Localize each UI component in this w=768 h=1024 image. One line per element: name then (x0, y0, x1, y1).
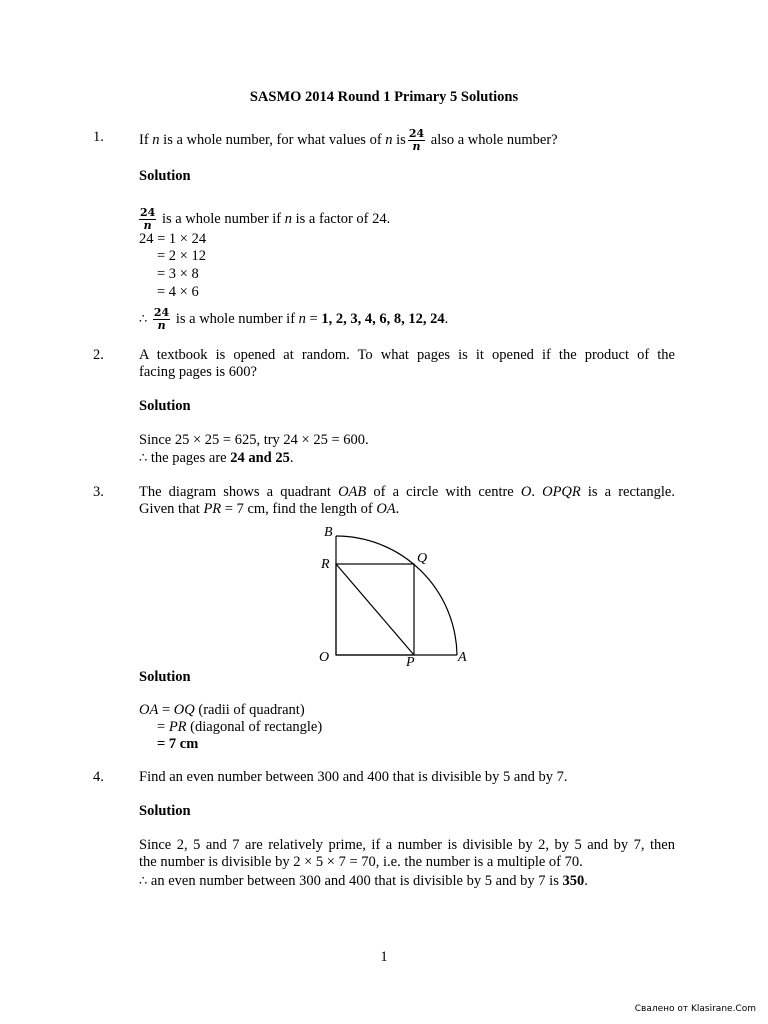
therefore-symbol: ∴ (139, 450, 148, 465)
label-r: R (321, 557, 330, 572)
page-title: SASMO 2014 Round 1 Primary 5 Solutions (249, 89, 519, 105)
q2-solution-label: Solution (139, 398, 191, 414)
q4-number: 4. (93, 769, 104, 785)
q2-question-line-1: A textbook is opened at random. To what pages is it opened if the product of the (139, 347, 675, 363)
label-a: A (458, 650, 467, 665)
q4-solution-label: Solution (139, 803, 191, 819)
q3-solution-line-1: OA = OQ (radii of quadrant) (139, 702, 305, 718)
q2-solution-line-1: Since 25 × 25 = 625, try 24 × 25 = 600. (139, 432, 369, 448)
label-q: Q (417, 551, 428, 566)
q2-conclusion: ∴ the pages are 24 and 25. (139, 450, 294, 466)
q4-solution-line-1: Since 2, 5 and 7 are relatively prime, if a number is divisible by 2, by 5 and by 7, then (139, 837, 675, 853)
therefore-symbol: ∴ (139, 873, 148, 888)
label-p: P (406, 655, 415, 670)
page-number: 1 (380, 949, 388, 965)
q1-fraction: $\frac{24}{n}$ (140, 206, 156, 232)
q1-factor-line-2: = 2 × 12 (157, 248, 206, 264)
q4-solution-line-2: the number is divisible by 2 × 5 × 7 = 70, i.e. the number is a multiple of 70. (139, 854, 583, 870)
q1-fraction: $\frac{24}{n}$ (408, 127, 425, 153)
q4-conclusion: ∴ an even number between 300 and 400 that is divisible by 5 and by 7 is 350. (139, 873, 588, 889)
q1-factor-line-4: = 4 × 6 (157, 284, 199, 300)
q3-question-line-1: The diagram shows a quadrant OAB of a circle with centre O. OPQR is a rectangle. (139, 484, 675, 500)
q1-number: 1. (93, 129, 104, 145)
label-o: O (319, 650, 330, 665)
q1-conclusion: ∴ $\frac{24}{n}$ is a whole number if n = 1, 2, 3, 4, 6, 8, 12, 24. (139, 306, 449, 332)
q1-fraction: $\frac{24}{n}$ (153, 306, 170, 332)
q3-number: 3. (93, 484, 104, 500)
watermark: Свалено от Klasirane.Com (634, 1004, 756, 1014)
q1-solution-label: Solution (139, 168, 191, 184)
q4-question: Find an even number between 300 and 400 that is divisible by 5 and by 7. (139, 769, 568, 785)
q3-solution-label: Solution (139, 669, 191, 685)
q2-question-line-2: facing pages is 600? (139, 364, 257, 380)
quadrant-arc (336, 536, 457, 655)
q1-factor-line-3: = 3 × 8 (157, 266, 199, 282)
q1-solution-line-1: $\frac{24}{n}$ is a whole number if n is a factor of 24. (140, 206, 391, 232)
label-b: B (324, 525, 333, 540)
q3-answer: = 7 cm (157, 736, 199, 752)
q3-question-line-2: Given that PR = 7 cm, find the length of OA. (139, 501, 400, 517)
quadrant-diagram (310, 518, 480, 674)
diagonal-pr (336, 564, 414, 655)
q1-factor-line-1: 24 = 1 × 24 (139, 231, 207, 247)
q1-question: If n is a whole number, for what values of n is $\frac{24}{n}$ also a whole number? (139, 127, 558, 153)
therefore-symbol: ∴ (139, 310, 148, 326)
q3-solution-line-2: = PR (diagonal of rectangle) (157, 719, 323, 735)
q2-number: 2. (93, 347, 104, 363)
